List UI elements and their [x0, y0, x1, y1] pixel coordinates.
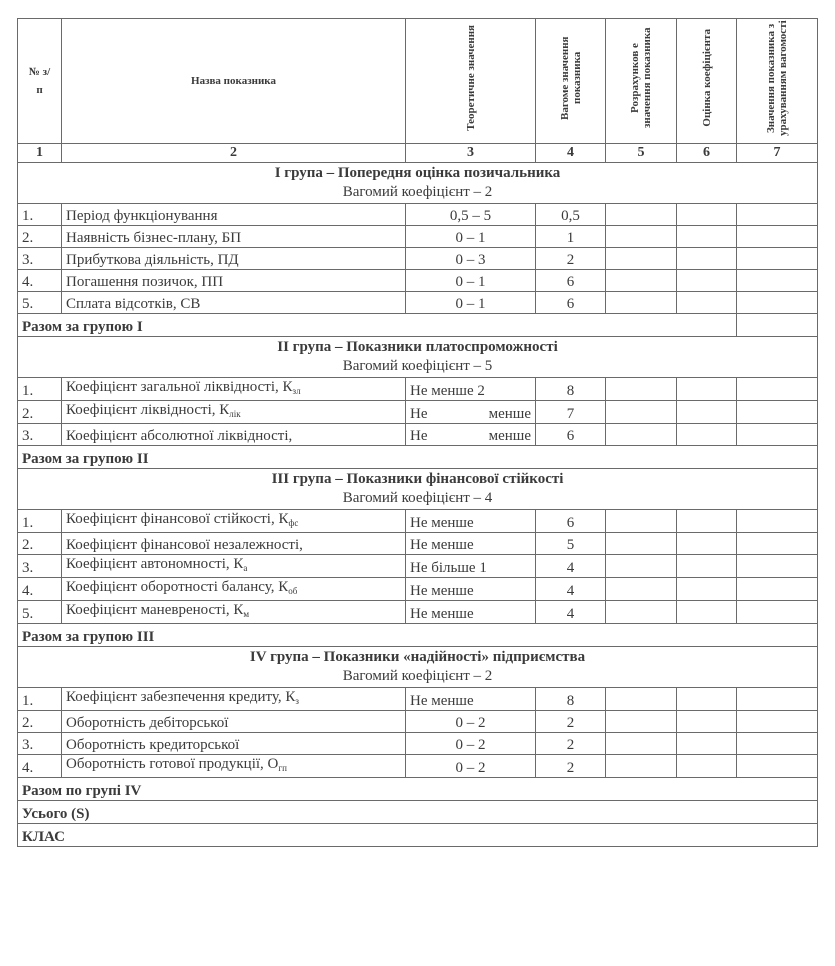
calculated-value-cell — [606, 578, 677, 601]
theoretical-value: Не менше — [406, 533, 536, 555]
calculated-value-cell — [606, 733, 677, 755]
indicator-subscript: фс — [288, 518, 299, 528]
column-number: 5 — [606, 144, 677, 163]
table-header-row — [18, 19, 818, 144]
row-number: 1. — [18, 378, 62, 401]
header-calculated: Розрахунков е значення показника — [606, 19, 677, 144]
evaluation-cell — [677, 578, 737, 601]
weight-value: 6 — [536, 292, 606, 314]
table-row — [18, 688, 818, 711]
calculated-value-cell — [606, 378, 677, 401]
theoretical-value: 0 – 1 — [406, 270, 536, 292]
weighted-value-cell — [737, 755, 818, 778]
indicator-name: Коефіцієнт забезпечення кредиту, $К_з$ — [62, 688, 406, 711]
evaluation-cell — [677, 510, 737, 533]
table-row — [18, 601, 818, 624]
theoretical-value: 0 – 2 — [406, 733, 536, 755]
weight-value: 7 — [536, 401, 606, 424]
class-label: КЛАС — [18, 824, 818, 847]
calculated-value-cell — [606, 424, 677, 446]
weighted-value-cell — [737, 711, 818, 733]
evaluation-cell — [677, 292, 737, 314]
indicator-name: Коефіцієнт абсолютної ліквідності, — [62, 424, 406, 446]
weight-value: 2 — [536, 733, 606, 755]
theoretical-value: Не менше — [406, 578, 536, 601]
group-title: II група – Показники платоспроможності — [277, 339, 558, 355]
weight-value: 4 — [536, 555, 606, 578]
borrower-evaluation-table — [17, 18, 818, 847]
indicator-name: Коефіцієнт оборотності балансу, $К_{об}$ — [62, 578, 406, 601]
evaluation-cell — [677, 378, 737, 401]
indicator-name: Коефіцієнт загальної ліквідності, $К_{зл}$ — [62, 378, 406, 401]
indicator-name: Оборотність готової продукції, $О_{гп}$ — [62, 755, 406, 778]
calculated-value-cell — [606, 270, 677, 292]
theoretical-value: Не менше — [406, 401, 536, 424]
calculated-value-cell — [606, 533, 677, 555]
column-number: 1 — [18, 144, 62, 163]
evaluation-cell — [677, 270, 737, 292]
weight-value: 5 — [536, 533, 606, 555]
header-number: № з/п — [18, 19, 62, 144]
theoretical-value: Не більше 1 — [406, 555, 536, 578]
header-evaluation: Оцінка коефіцієнта — [677, 19, 737, 144]
evaluation-cell — [677, 711, 737, 733]
calculated-value-cell — [606, 292, 677, 314]
theoretical-value: Не менше — [406, 510, 536, 533]
class-row — [18, 824, 818, 847]
calculated-value-cell — [606, 204, 677, 226]
calculated-value-cell — [606, 248, 677, 270]
indicator-name: Оборотність кредиторської — [62, 733, 406, 755]
row-number: 4. — [18, 755, 62, 778]
indicator-subscript: а — [243, 563, 248, 573]
theoretical-value: 0 – 2 — [406, 755, 536, 778]
table-row — [18, 533, 818, 555]
weighted-value-cell — [737, 733, 818, 755]
calculated-value-cell — [606, 688, 677, 711]
group-weight: Вагомий коефіцієнт – 5 — [342, 358, 493, 374]
row-number: 2. — [18, 711, 62, 733]
column-number: 6 — [677, 144, 737, 163]
evaluation-table-sheet — [17, 18, 817, 847]
evaluation-cell — [677, 555, 737, 578]
row-number: 5. — [18, 601, 62, 624]
row-number: 2. — [18, 533, 62, 555]
group-title: III група – Показники фінансової стійкості — [271, 471, 564, 487]
calculated-value-cell — [606, 711, 677, 733]
weight-value: 0,5 — [536, 204, 606, 226]
table-row — [18, 510, 818, 533]
group-total-row — [18, 446, 818, 469]
weighted-value-cell — [737, 510, 818, 533]
group-title: I група – Попередня оцінка позичальника — [274, 165, 561, 181]
evaluation-cell — [677, 755, 737, 778]
group-header — [18, 337, 818, 378]
weight-value: 8 — [536, 378, 606, 401]
weighted-value-cell — [737, 688, 818, 711]
table-row — [18, 270, 818, 292]
weighted-value-cell — [737, 248, 818, 270]
indicator-subscript: гп — [278, 763, 287, 773]
table-row — [18, 248, 818, 270]
theoretical-value: Не менше 2 — [406, 378, 536, 401]
indicator-subscript: зл — [292, 386, 301, 396]
calculated-value-cell — [606, 555, 677, 578]
weight-value: 6 — [536, 510, 606, 533]
indicator-name: Коефіцієнт фінансової стійкості, $К_{фс}$ — [62, 510, 406, 533]
evaluation-cell — [677, 248, 737, 270]
weighted-value-cell — [737, 578, 818, 601]
group-title-cell — [18, 163, 818, 204]
column-number: 2 — [62, 144, 406, 163]
group-total-value-cell — [737, 314, 818, 337]
theoretical-value: 0 – 1 — [406, 226, 536, 248]
indicator-name: Коефіцієнт фінансової незалежності, — [62, 533, 406, 555]
calculated-value-cell — [606, 755, 677, 778]
header-theoretical: Теоретичне значення — [406, 19, 536, 144]
row-number: 2. — [18, 226, 62, 248]
group-weight: Вагомий коефіцієнт – 4 — [342, 490, 493, 506]
weight-value: 2 — [536, 248, 606, 270]
indicator-name: Період функціонування — [62, 204, 406, 226]
evaluation-cell — [677, 688, 737, 711]
indicator-subscript: м — [243, 609, 250, 619]
group-total-label: Разом по групі IV — [18, 778, 818, 801]
column-number-row — [18, 144, 818, 163]
weighted-value-cell — [737, 401, 818, 424]
theoretical-value: Не менше — [406, 688, 536, 711]
evaluation-cell — [677, 204, 737, 226]
row-number: 3. — [18, 424, 62, 446]
theoretical-value: 0 – 1 — [406, 292, 536, 314]
row-number: 4. — [18, 578, 62, 601]
weighted-value-cell — [737, 204, 818, 226]
group-total-row — [18, 314, 818, 337]
evaluation-cell — [677, 733, 737, 755]
group-header — [18, 647, 818, 688]
evaluation-cell — [677, 601, 737, 624]
evaluation-cell — [677, 401, 737, 424]
header-indicator-name: Назва показника — [62, 19, 406, 144]
row-number: 3. — [18, 555, 62, 578]
table-row — [18, 578, 818, 601]
weighted-value-cell — [737, 226, 818, 248]
grand-total-row — [18, 801, 818, 824]
row-number: 5. — [18, 292, 62, 314]
table-row — [18, 711, 818, 733]
table-row — [18, 378, 818, 401]
table-row — [18, 424, 818, 446]
group-total-label: Разом за групою III — [18, 624, 818, 647]
group-total-label: Разом за групою II — [18, 446, 818, 469]
evaluation-cell — [677, 424, 737, 446]
grand-total-label: Усього (S) — [18, 801, 818, 824]
row-number: 1. — [18, 204, 62, 226]
column-number: 4 — [536, 144, 606, 163]
indicator-name: Коефіцієнт маневреності, $К_м$ — [62, 601, 406, 624]
group-weight: Вагомий коефіцієнт – 2 — [342, 668, 493, 684]
table-row — [18, 733, 818, 755]
group-title-cell — [18, 469, 818, 510]
weight-value: 4 — [536, 578, 606, 601]
table-row — [18, 401, 818, 424]
row-number: 1. — [18, 510, 62, 533]
theoretical-value: 0 – 3 — [406, 248, 536, 270]
indicator-subscript: об — [288, 586, 298, 596]
row-number: 3. — [18, 248, 62, 270]
weight-value: 4 — [536, 601, 606, 624]
weight-value: 8 — [536, 688, 606, 711]
header-weighted-value: Значення показника з урахуванням вагомості — [737, 19, 818, 144]
calculated-value-cell — [606, 401, 677, 424]
indicator-name: Прибуткова діяльність, ПД — [62, 248, 406, 270]
row-number: 1. — [18, 688, 62, 711]
evaluation-cell — [677, 533, 737, 555]
calculated-value-cell — [606, 601, 677, 624]
indicator-name: Сплата відсотків, СВ — [62, 292, 406, 314]
weighted-value-cell — [737, 292, 818, 314]
weighted-value-cell — [737, 270, 818, 292]
group-total-row — [18, 778, 818, 801]
group-title-cell — [18, 647, 818, 688]
table-row — [18, 292, 818, 314]
column-number: 3 — [406, 144, 536, 163]
indicator-name: Наявність бізнес-плану, БП — [62, 226, 406, 248]
column-number: 7 — [737, 144, 818, 163]
row-number: 4. — [18, 270, 62, 292]
header-weight: Вагоме значення показника — [536, 19, 606, 144]
group-total-row — [18, 624, 818, 647]
theoretical-value: 0,5 – 5 — [406, 204, 536, 226]
table-row — [18, 555, 818, 578]
table-row — [18, 204, 818, 226]
row-number: 2. — [18, 401, 62, 424]
weight-value: 2 — [536, 755, 606, 778]
indicator-subscript: лік — [229, 409, 241, 419]
weight-value: 6 — [536, 270, 606, 292]
indicator-name: Коефіцієнт автономності, $К_а$ — [62, 555, 406, 578]
table-row — [18, 226, 818, 248]
theoretical-value: 0 – 2 — [406, 711, 536, 733]
group-weight: Вагомий коефіцієнт – 2 — [342, 184, 493, 200]
weight-value: 2 — [536, 711, 606, 733]
weighted-value-cell — [737, 601, 818, 624]
group-title-cell — [18, 337, 818, 378]
theoretical-value: Не менше — [406, 601, 536, 624]
group-header — [18, 163, 818, 204]
group-header — [18, 469, 818, 510]
theoretical-value: Не менше — [406, 424, 536, 446]
table-row — [18, 755, 818, 778]
weighted-value-cell — [737, 533, 818, 555]
indicator-subscript: з — [295, 696, 299, 706]
row-number: 3. — [18, 733, 62, 755]
group-total-label: Разом за групою I — [18, 314, 737, 337]
weight-value: 1 — [536, 226, 606, 248]
indicator-name: Погашення позичок, ПП — [62, 270, 406, 292]
weight-value: 6 — [536, 424, 606, 446]
group-title: IV група – Показники «надійності» підприємства — [249, 649, 586, 665]
calculated-value-cell — [606, 510, 677, 533]
weighted-value-cell — [737, 424, 818, 446]
evaluation-cell — [677, 226, 737, 248]
indicator-name: Оборотність дебіторської — [62, 711, 406, 733]
weighted-value-cell — [737, 378, 818, 401]
calculated-value-cell — [606, 226, 677, 248]
weighted-value-cell — [737, 555, 818, 578]
indicator-name: Коефіцієнт ліквідності, $К_{лік}$ — [62, 401, 406, 424]
